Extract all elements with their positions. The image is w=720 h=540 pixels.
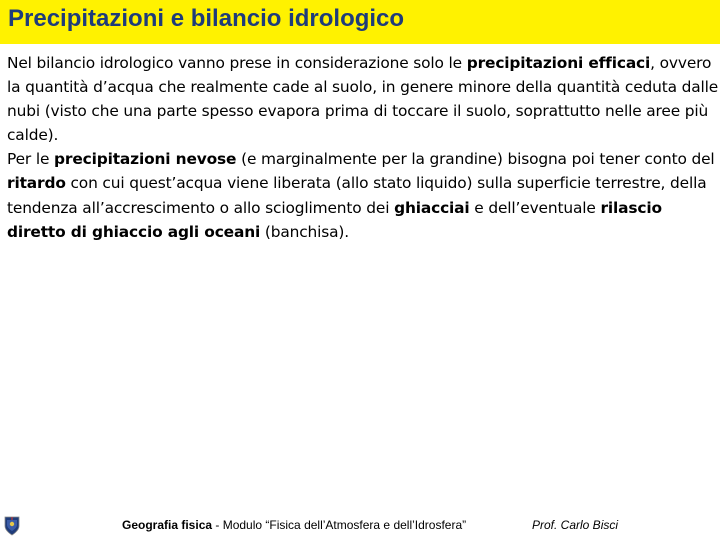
footer-professor: Prof. Carlo Bisci	[532, 518, 619, 532]
footer-course-title: Geografia fisica	[122, 518, 213, 532]
university-crest-icon	[4, 516, 20, 536]
text-run: , ovvero la quantità d’acqua che realmente cade al suolo, in genere minore della quantità ceduta dalle nubi (visto che una parte spesso evapora prima di toccare il suolo, soprattutto nelle aree più calde).	[7, 54, 719, 145]
text-run: (e marginalmente per la grandine) bisogna poi tener conto del	[236, 150, 715, 169]
text-run: (banchisa).	[260, 222, 350, 241]
text-run: e dell’eventuale	[469, 198, 601, 217]
paragraph-snow-precipitation	[7, 147, 719, 243]
emphasized-term: precipitazioni nevose	[54, 150, 237, 169]
emphasized-term: ghiacciai	[394, 198, 470, 217]
paragraph-effective-precipitation	[7, 51, 719, 147]
emphasized-term: precipitazioni efficaci	[466, 54, 651, 72]
slide-body	[7, 51, 719, 244]
text-run: con cui quest’acqua viene liberata (allo stato liquido) sulla superficie terrestre, della tendenza all’accrescimento o allo scioglimento dei	[7, 174, 707, 217]
text-run: Nel bilancio idrologico vanno prese in considerazione solo le	[7, 54, 467, 72]
footer-course	[122, 518, 466, 532]
slide-title: Precipitazioni e bilancio idrologico	[8, 5, 405, 32]
title-bar	[0, 0, 720, 44]
footer-course-module: - Modulo “Fisica dell’Atmosfera e dell’Idrosfera”	[212, 518, 467, 532]
text-run: Per le	[7, 150, 55, 169]
emphasized-term: ritardo	[7, 174, 66, 193]
emphasized-term: rilascio diretto di ghiaccio agli oceani	[7, 198, 662, 241]
